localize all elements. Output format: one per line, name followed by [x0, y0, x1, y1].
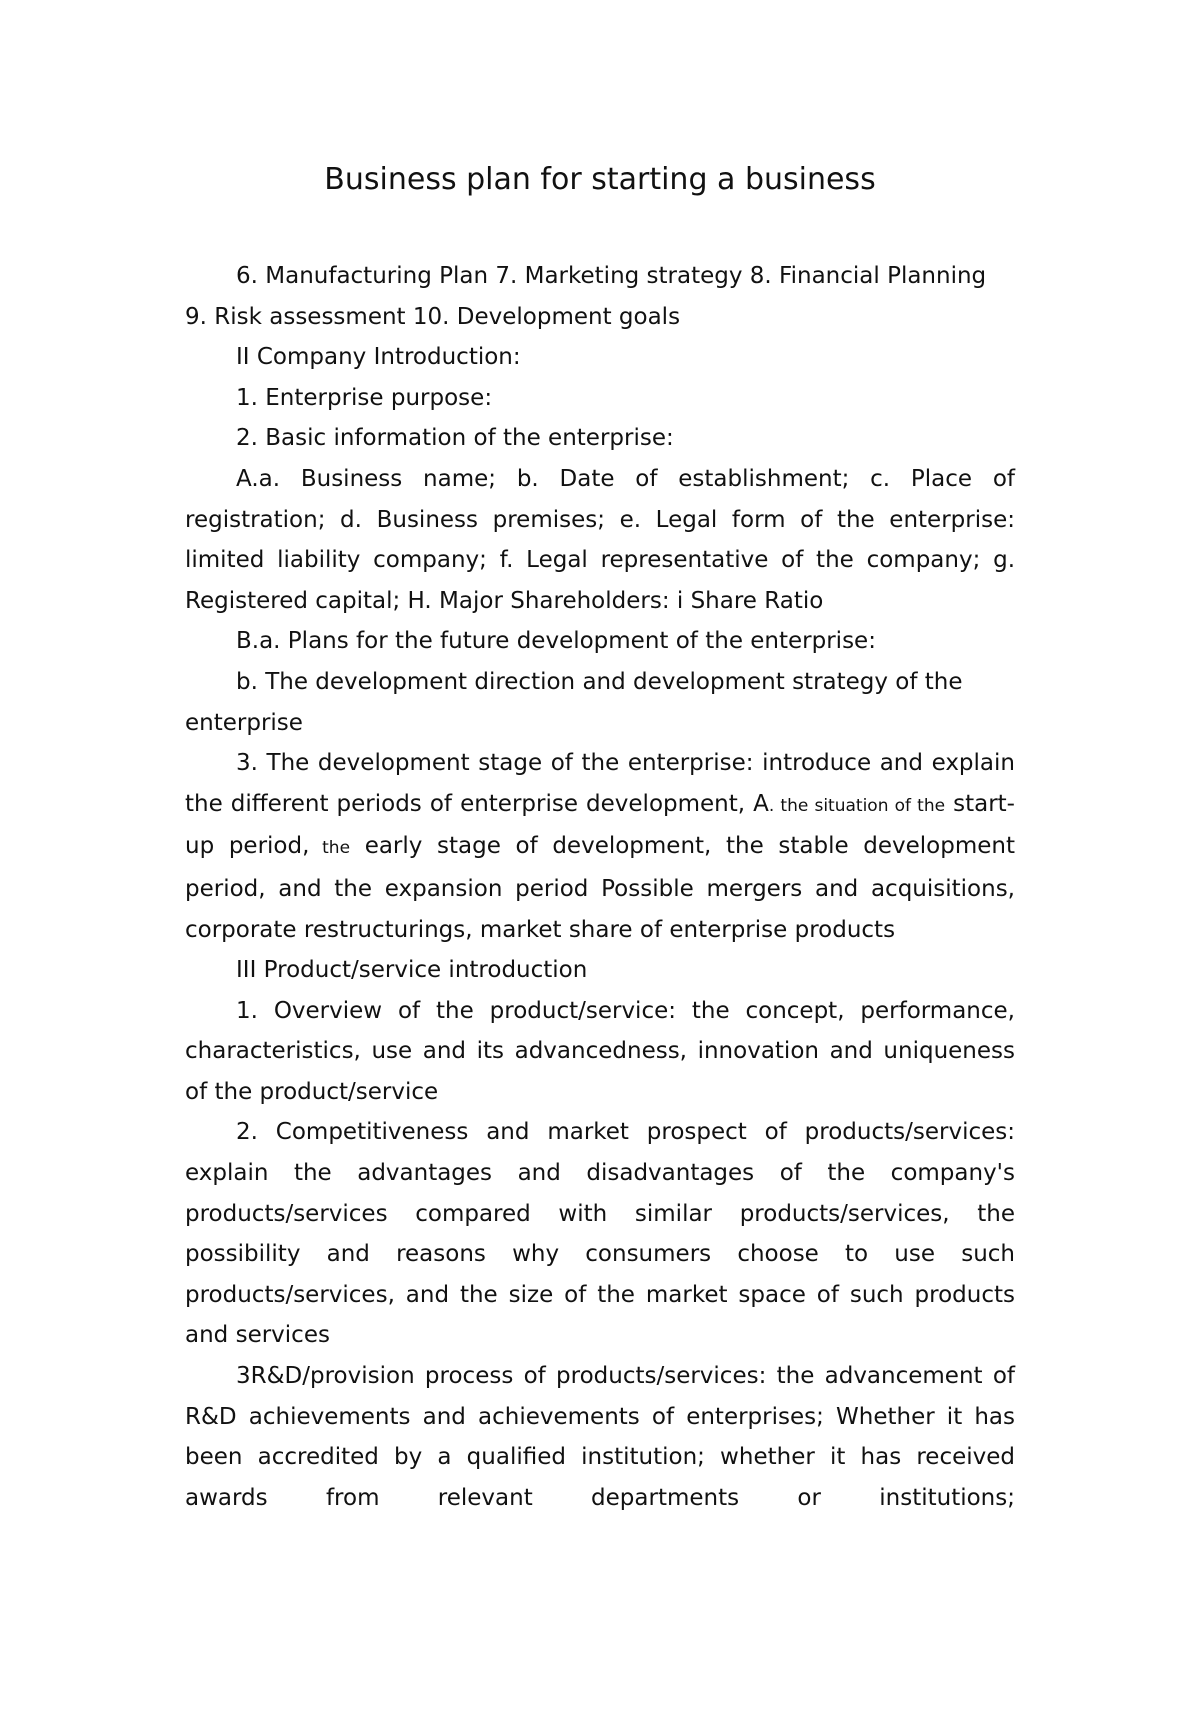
item-basic-information: 2. Basic information of the enterprise:	[236, 425, 674, 452]
paragraph-outline: 6. Manufacturing Plan 7. Marketing strategy 8. Financial Planning 9. Risk assessment 10. Development goals	[185, 263, 987, 330]
heading-product-service-introduction: III Product/service introduction	[236, 957, 588, 984]
item-future-plans: B.a. Plans for the future development of the enterprise:	[236, 628, 876, 655]
document-title: Business plan for starting a business	[324, 162, 876, 197]
stage-text-part3: start-up period,	[185, 790, 1015, 860]
document-body	[185, 256, 1015, 1518]
heading-company-introduction: II Company Introduction:	[236, 344, 521, 371]
paragraph-competitiveness: 2. Competitiveness and market prospect of products/services: explain the advantages and disadvantages of the company's products/services compared with similar products/services, the possibility and reasons why consumers choose to use such products/services, and the size of the market space of such products and services	[185, 1119, 1015, 1349]
item-enterprise-purpose: 1. Enterprise purpose:	[236, 384, 493, 411]
stage-text-part4: the	[309, 838, 351, 859]
paragraph-development-stage	[185, 743, 1015, 950]
paragraph-basic-info-list: A.a. Business name; b. Date of establishment; c. Place of registration; d. Business premises; e. Legal form of the enterprise: limited liability company; f. Legal representative of the company; g. Registered capital; H. Major Shareholders: i Share Ratio	[185, 465, 1015, 614]
paragraph-rd-process: 3R&D/provision process of products/services: the advancement of R&D achievements and achievements of enterprises; Whether it has been accredited by a qualified institution; whether it has received awards from relevant departments or institutions;	[185, 1363, 1015, 1511]
stage-text-part5: early stage of development, the stable development period, and the expansion period Possible mergers and acquisitions, corporate restructurings, market share of enterprise products	[185, 833, 1015, 943]
stage-text-part1: 3. The development stage of the enterprise: introduce and explain the different periods of enterprise development, A	[185, 750, 1015, 817]
item-development-direction: b. The development direction and development strategy of the enterprise	[185, 668, 963, 736]
stage-text-part2: . the situation of the	[768, 795, 946, 816]
paragraph-product-overview: 1. Overview of the product/service: the concept, performance, characteristics, use and its advancedness, innovation and uniqueness of the product/service	[185, 997, 1015, 1105]
